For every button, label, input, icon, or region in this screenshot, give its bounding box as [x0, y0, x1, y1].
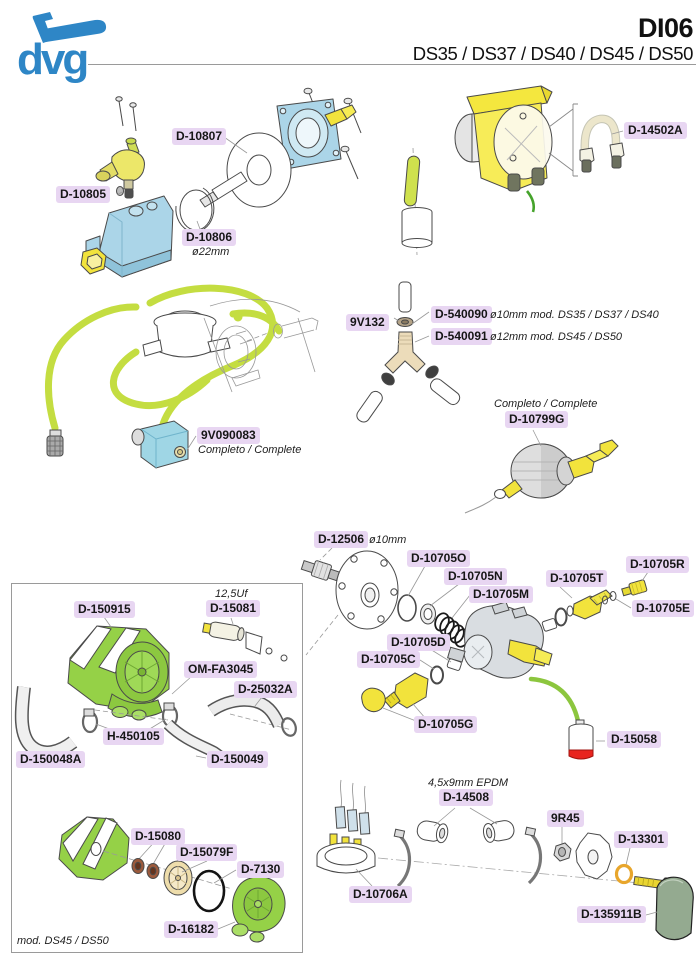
part-label-d-15079f: D-15079F: [176, 844, 237, 861]
note-d14508-spec: 4,5x9mm EPDM: [428, 777, 509, 789]
faston-terminal: [335, 807, 345, 829]
note-d12506-size: ø10mm: [369, 534, 407, 546]
part-label-d-15058: D-15058: [607, 731, 661, 748]
part-label-d-150048a: D-150048A: [16, 751, 85, 768]
drawing-filter-cartridge: [402, 148, 432, 255]
bracket: [656, 877, 693, 939]
model-series: DS35 / DS37 / DS40 / DS45 / DS50: [412, 43, 693, 64]
part-label-d-10807: D-10807: [172, 128, 226, 145]
red-cap: [569, 750, 593, 759]
note-d10806-size: ø22mm: [192, 246, 230, 258]
part-label-9v132: 9V132: [346, 314, 389, 331]
part-label-d-10705n: D-10705N: [444, 568, 507, 585]
part-label-d-14508: D-14508: [439, 789, 493, 806]
sensor-cap: [362, 688, 386, 711]
part-label-d-10799g: D-10799G: [505, 411, 568, 428]
tee-body: [385, 332, 425, 373]
drawing-9v090083-assembly: [47, 288, 318, 468]
part-label-d-15081: D-15081: [206, 600, 260, 617]
part-label-d-540091: D-540091: [431, 328, 492, 345]
o-ring: [431, 667, 443, 684]
drawing-peristaltic-pump: [455, 86, 624, 212]
header-divider: [88, 64, 696, 65]
faston-terminal: [347, 810, 357, 832]
grommet: [416, 820, 449, 844]
note-d540090-spec: ø10mm mod. DS35 / DS37 / DS40: [490, 309, 659, 321]
sensor-hex: [394, 673, 428, 708]
part-label-d-540090: D-540090: [431, 306, 492, 323]
screw-fitting: [621, 579, 647, 597]
part-label-d-10705r: D-10705R: [626, 556, 689, 573]
part-label-d-25032a: D-25032A: [234, 681, 297, 698]
page-title: DI06: [637, 13, 693, 43]
o-ring: [556, 609, 567, 626]
note-d540091-spec: ø12mm mod. DS45 / DS50: [490, 331, 623, 343]
wire: [527, 191, 534, 212]
part-label-d-10705c: D-10705C: [357, 651, 420, 668]
part-label-d-10705t: D-10705T: [546, 570, 607, 587]
part-label-d-135911b: D-135911B: [577, 906, 646, 923]
note-d10799g-complete: Completo / Complete: [494, 398, 598, 410]
part-label-h-450105: H-450105: [103, 728, 164, 745]
note-d15081-capacity: 12,5Uf: [215, 588, 248, 600]
grommet: [482, 819, 515, 843]
part-label-d-15080: D-15080: [131, 828, 185, 845]
dvg-logo: [17, 12, 106, 84]
note-box-models: mod. DS45 / DS50: [17, 935, 109, 947]
part-label-d-10705o: D-10705O: [407, 550, 470, 567]
drawing-tee-fitting: [355, 282, 463, 424]
logo-text: dvg: [17, 35, 87, 84]
part-label-d-10705g: D-10705G: [414, 716, 477, 733]
pressure-switch: [141, 421, 188, 468]
note-9v090083-complete: Completo / Complete: [198, 444, 302, 456]
part-label-9v090083: 9V090083: [197, 427, 260, 444]
hose-green: [48, 288, 279, 428]
part-label-d-12506: D-12506: [314, 531, 368, 548]
band-clamp: [529, 834, 541, 883]
part-label-d-10705e: D-10705E: [632, 600, 694, 617]
part-label-9r45: 9R45: [547, 810, 584, 827]
part-label-d-150049: D-150049: [207, 751, 268, 768]
d12506-fitting: [300, 557, 340, 584]
part-label-d-10705d: D-10705D: [387, 634, 450, 651]
part-label-d-7130: D-7130: [237, 861, 284, 878]
drain-tube: [531, 679, 578, 721]
screw-icon: [116, 97, 136, 131]
sub-assembly-frame: [11, 583, 303, 953]
page-header: [413, 15, 693, 64]
part-label-d-10806: D-10806: [182, 229, 236, 246]
part-label-d-13301: D-13301: [614, 831, 668, 848]
part-label-d-16182: D-16182: [164, 921, 218, 938]
faston-terminal: [359, 813, 369, 835]
o-ring: [398, 595, 416, 621]
part-label-d-150915: D-150915: [74, 601, 135, 618]
air-valve: [112, 150, 145, 181]
copper-ring: [617, 866, 632, 883]
part-label-om-fa3045: OM-FA3045: [184, 661, 257, 678]
band-clamp: [398, 836, 410, 886]
part-label-d-14502a: D-14502A: [624, 122, 687, 139]
part-label-d-10706a: D-10706A: [349, 886, 412, 903]
part-label-d-10705m: D-10705M: [469, 586, 533, 603]
drawing-d10799g: [465, 430, 618, 513]
part-label-d-10805: D-10805: [56, 186, 110, 203]
washer-ring: [180, 190, 212, 230]
